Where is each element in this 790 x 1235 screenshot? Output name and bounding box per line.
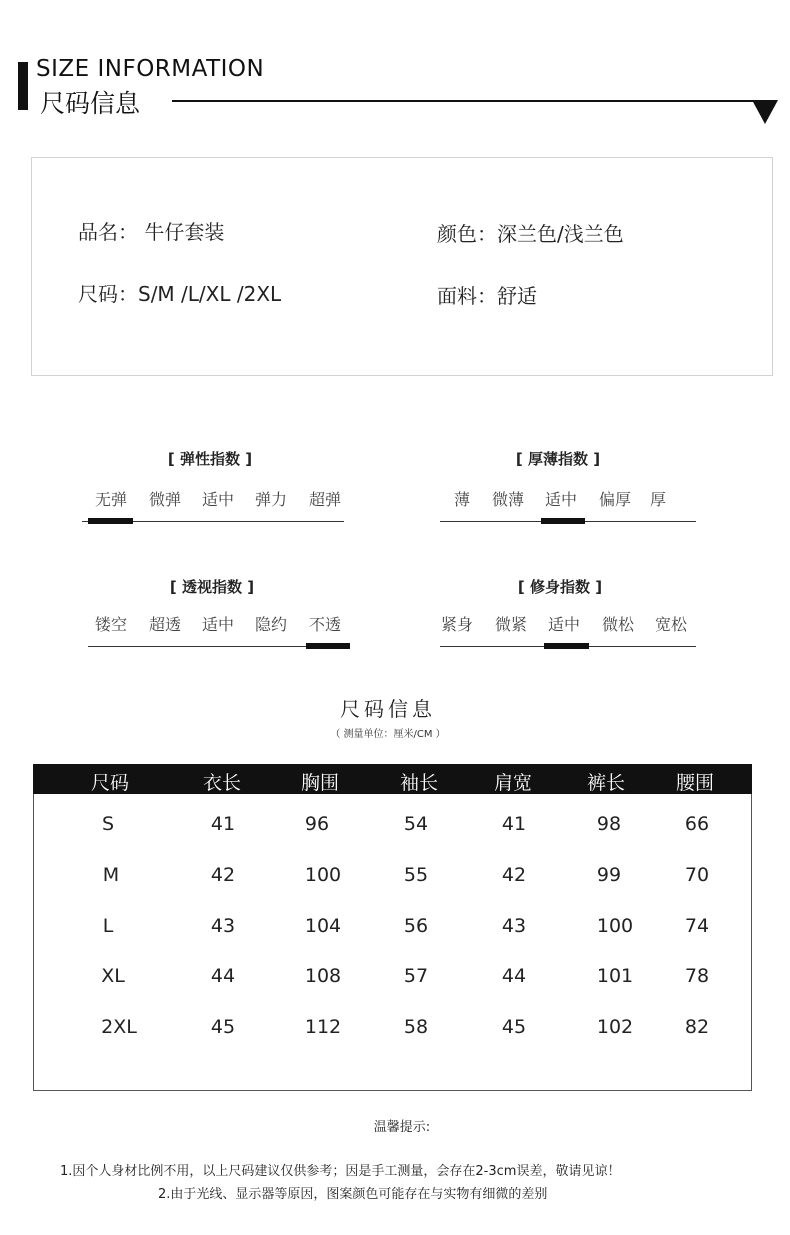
- thickness-option: 薄: [453, 490, 470, 509]
- table-cell-size: S: [101, 813, 115, 835]
- table-cell: 41: [501, 813, 527, 835]
- table-cell: 56: [403, 915, 429, 937]
- elasticity-option: 适中: [201, 490, 234, 509]
- header-title-cn: 尺码信息: [40, 89, 141, 118]
- table-cell: 42: [210, 864, 236, 886]
- table-cell: 100: [304, 864, 342, 886]
- table-cell: 58: [403, 1016, 429, 1038]
- transparency-option: 不透: [308, 615, 341, 634]
- tips-line-1: 1.因个人身材比例不用，以上尺码建议仅供参考；因是手工测量，会存在2-3cm误差，敬请见谅！: [60, 1164, 621, 1179]
- table-cell: 108: [304, 965, 342, 987]
- thickness-option: 微薄: [491, 490, 524, 509]
- table-cell-size: 2XL: [101, 1016, 137, 1038]
- elasticity-option: 无弹: [94, 490, 127, 509]
- table-header-cell: 衣长: [202, 772, 241, 794]
- transparency-option: 隐约: [254, 615, 287, 634]
- table-cell: 101: [596, 965, 634, 987]
- table-cell: 74: [684, 915, 710, 937]
- elasticity-option: 弹力: [254, 490, 287, 509]
- tips-title: 温馨提示:: [373, 1120, 431, 1135]
- table-header-cell: 袖长: [399, 772, 438, 794]
- table-cell: 96: [304, 813, 330, 835]
- elasticity-index-title: [ 弹性指数 ]: [167, 450, 253, 468]
- table-header-cell: 肩宽: [493, 772, 532, 794]
- table-cell: 45: [501, 1016, 527, 1038]
- fit-option: 适中: [547, 615, 580, 634]
- triangle-down-icon: [752, 100, 778, 124]
- table-cell-size: XL: [101, 965, 125, 987]
- fit-index-title: [ 修身指数 ]: [517, 578, 603, 596]
- fit-option: 微紧: [494, 615, 527, 634]
- transparency-option: 超透: [148, 615, 181, 634]
- size-table-title: 尺码信息: [340, 697, 436, 721]
- table-cell-size: M: [102, 864, 120, 886]
- size-table-body: [33, 794, 752, 1091]
- table-header-cell: 裤长: [586, 772, 625, 794]
- elasticity-option: 微弹: [148, 490, 181, 509]
- table-cell: 100: [596, 915, 634, 937]
- table-cell: 82: [684, 1016, 710, 1038]
- table-cell: 66: [684, 813, 710, 835]
- header-accent-bar: [18, 62, 28, 110]
- table-cell: 99: [596, 864, 622, 886]
- thickness-option: 适中: [544, 490, 577, 509]
- table-header-cell: 尺码: [90, 772, 129, 794]
- table-cell: 78: [684, 965, 710, 987]
- product-info-box: [31, 157, 773, 376]
- table-cell: 102: [596, 1016, 634, 1038]
- transparency-option: 适中: [201, 615, 234, 634]
- elasticity-option: 超弹: [308, 490, 341, 509]
- table-cell: 112: [304, 1016, 342, 1038]
- transparency-index-title: [ 透视指数 ]: [169, 578, 255, 596]
- elasticity-selected-marker: [88, 518, 133, 524]
- thickness-option: 偏厚: [598, 490, 631, 509]
- thickness-index-title: [ 厚薄指数 ]: [515, 450, 601, 468]
- transparency-option: 镂空: [94, 615, 127, 634]
- fit-selected-marker: [544, 643, 589, 649]
- table-cell: 41: [210, 813, 236, 835]
- header-divider: [172, 100, 757, 102]
- product-name: 品名： 牛仔套装: [78, 220, 225, 244]
- header-title-en: SIZE INFORMATION: [36, 56, 265, 82]
- table-cell: 44: [501, 965, 527, 987]
- table-cell: 70: [684, 864, 710, 886]
- table-cell: 55: [403, 864, 429, 886]
- transparency-selected-marker: [306, 643, 350, 649]
- table-cell: 45: [210, 1016, 236, 1038]
- product-sizes: 尺码：S/M /L/XL /2XL: [78, 282, 282, 306]
- table-cell: 57: [403, 965, 429, 987]
- size-table-unit: （ 测量单位：厘米/CM ）: [330, 729, 446, 740]
- table-header-cell: 腰围: [675, 772, 714, 794]
- fit-option: 宽松: [654, 615, 687, 634]
- thickness-selected-marker: [541, 518, 585, 524]
- thickness-option: 厚: [649, 490, 666, 509]
- product-fabric: 面料：舒适: [437, 284, 537, 308]
- table-cell: 98: [596, 813, 622, 835]
- fit-option: 微松: [601, 615, 634, 634]
- product-color: 颜色：深兰色/浅兰色: [437, 222, 624, 246]
- table-cell: 43: [210, 915, 236, 937]
- table-cell-size: L: [102, 915, 114, 937]
- fit-option: 紧身: [440, 615, 473, 634]
- table-cell: 104: [304, 915, 342, 937]
- table-cell: 44: [210, 965, 236, 987]
- table-cell: 54: [403, 813, 429, 835]
- table-cell: 43: [501, 915, 527, 937]
- tips-line-2: 2.由于光线、显示器等原因，图案颜色可能存在与实物有细微的差别: [158, 1187, 548, 1202]
- table-header-cell: 胸围: [300, 772, 339, 794]
- table-cell: 42: [501, 864, 527, 886]
